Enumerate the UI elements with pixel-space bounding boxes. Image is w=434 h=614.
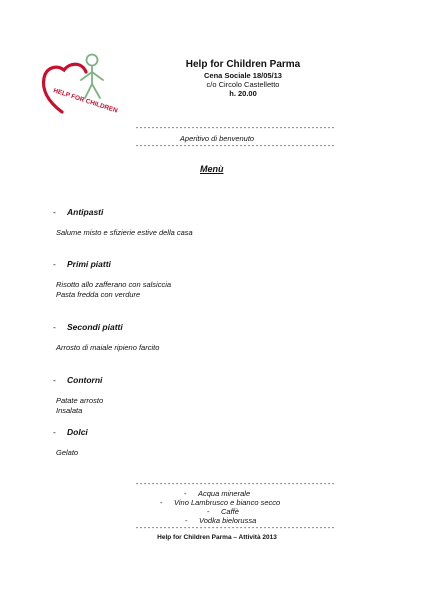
section-label: Contorni (67, 375, 103, 385)
menu-title: Menù (200, 164, 224, 174)
drink-bullet: - (207, 507, 210, 516)
separator-line: -------------------------------------------------- (135, 125, 336, 133)
menu-item: Risotto allo zafferano con salsiccia (56, 280, 172, 289)
section-bullet: - (53, 427, 56, 437)
drink-item (185, 516, 256, 525)
section-bullet: - (53, 322, 56, 332)
drink-label: Vodka bielorussa (199, 516, 257, 525)
separator-line: -------------------------------------------------- (135, 143, 336, 151)
drink-label: Acqua minerale (198, 489, 251, 498)
drink-item (160, 498, 280, 507)
section-bullet: - (53, 259, 56, 269)
drink-label: Vino Lambrusco e bianco secco (174, 498, 281, 507)
section-bullet: - (53, 207, 56, 217)
section-antipasti (53, 207, 103, 217)
drink-label: Caffè (221, 507, 239, 516)
section-primi-piatti (53, 259, 111, 269)
menu-item: Insalata (56, 406, 83, 415)
footer-text: Help for Children Parma – Attività 2013 (157, 534, 277, 541)
organization-title: Help for Children Parma (185, 59, 301, 70)
drink-item (184, 489, 250, 498)
drink-bullet: - (160, 498, 163, 507)
event-venue: c/o Circolo Castelletto (206, 80, 280, 89)
event-time: h. 20.00 (229, 89, 257, 98)
section-label: Secondi piatti (67, 322, 123, 332)
menu-item: Pasta fredda con verdure (56, 290, 141, 299)
aperitivo-text: Aperitivo di benvenuto (179, 134, 255, 143)
drink-item (207, 507, 239, 516)
child-figure-icon (81, 55, 103, 99)
separator-line: -------------------------------------------------- (135, 525, 336, 533)
section-bullet: - (53, 375, 56, 385)
help-for-children-logo (40, 50, 118, 120)
separator-line: -------------------------------------------------- (135, 481, 336, 489)
heart-icon (44, 64, 86, 112)
menu-item: Gelato (56, 448, 79, 457)
svg-text:HELP FOR CHILDREN: HELP FOR CHILDREN (52, 87, 118, 115)
menu-item: Salume misto e sfizierie estive della casa (56, 228, 193, 237)
section-label: Antipasti (67, 207, 104, 217)
menu-item: Arrosto di maiale ripieno farcito (56, 343, 160, 352)
section-label: Primi piatti (67, 259, 111, 269)
section-dolci (53, 427, 88, 437)
drink-bullet: - (185, 516, 188, 525)
drink-bullet: - (184, 489, 187, 498)
menu-item: Patate arrosto (56, 396, 104, 405)
section-contorni (53, 375, 102, 385)
section-label: Dolci (67, 427, 88, 437)
section-secondi-piatti (53, 322, 123, 332)
event-name: Cena Sociale 18/05/13 (204, 71, 282, 80)
